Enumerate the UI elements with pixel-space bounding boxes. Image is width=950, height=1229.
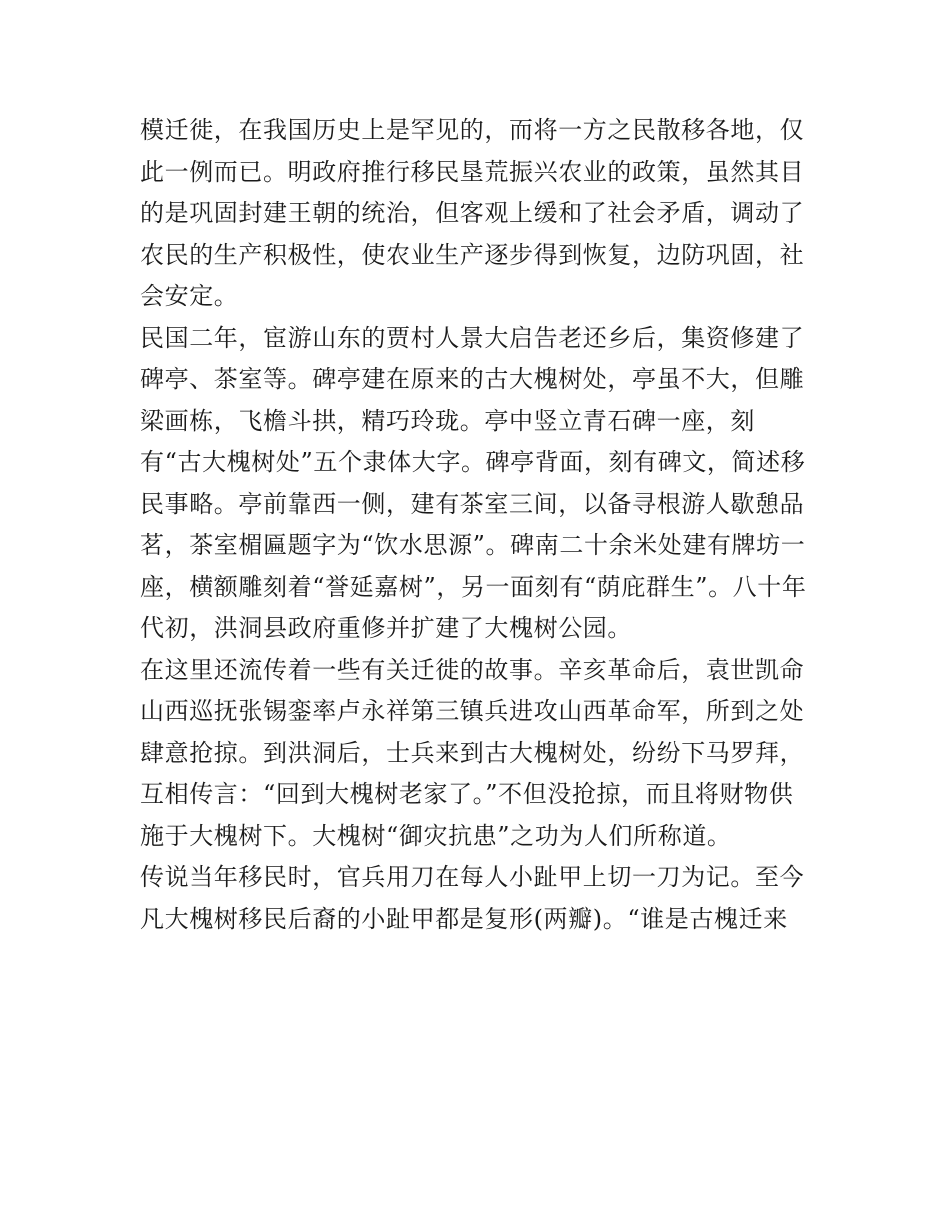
text-line: 此一例而已。明政府推行移民垦荒振兴农业的政策，虽然其目 [140, 157, 805, 186]
text-line: 模迁徙，在我国历史上是罕见的，而将一方之民散移各地，仅 [140, 116, 805, 144]
text-line: 碑亭、茶室等。碑亭建在原来的古大槐树处，亭虽不大，但雕 [140, 365, 805, 393]
text-line: 座，横额雕刻着“誉延嘉树”，另一面刻有“荫庇群生”。八十年 [140, 572, 807, 601]
text-line: 凡大槐树移民后裔的小趾甲都是复形(两瓣)。“谁是古槐迁来 [140, 904, 788, 933]
text-line: 在这里还流传着一些有关迁徙的故事。辛亥革命后，袁世凯命 [140, 655, 805, 684]
text-line: 民事略。亭前靠西一侧，建有茶室三间，以备寻根游人歇憩品 [140, 489, 805, 518]
text-line: 的是巩固封建王朝的统治，但客观上缓和了社会矛盾，调动了 [140, 199, 805, 227]
text-line: 施于大槐树下。大槐树“御灾抗患”之功为人们所称道。 [140, 821, 732, 850]
text-line: 农民的生产积极性，使农业生产逐步得到恢复，边防巩固，社 [140, 240, 805, 269]
body-text [140, 110, 830, 940]
text-line: 传说当年移民时，官兵用刀在每人小趾甲上切一刀为记。至今 [140, 863, 805, 891]
text-line: 肆意抢掠。到洪洞后，士兵来到古大槐树处，纷纷下马罗拜， [140, 738, 805, 767]
text-line: 会安定。 [140, 282, 239, 310]
text-line: 茗，茶室楣匾题字为“饮水思源”。碑南二十余米处建有牌坊一 [140, 531, 806, 559]
text-line: 民国二年，宦游山东的贾村人景大启告老还乡后，集资修建了 [140, 323, 805, 352]
text-line: 互相传言：“回到大槐树老家了。”不但没抢掠，而且将财物供 [140, 780, 794, 808]
text-line: 有“古大槐树处”五个隶体大字。碑亭背面，刻有碑文，简述移 [140, 448, 806, 476]
text-line: 代初，洪洞县政府重修并扩建了大槐树公园。 [140, 614, 632, 642]
text-line: 山西巡抚张锡銮率卢永祥第三镇兵进攻山西革命军，所到之处 [140, 697, 805, 725]
text-line: 梁画栋，飞檐斗拱，精巧玲珑。亭中竖立青石碑一座，刻 [140, 406, 755, 435]
